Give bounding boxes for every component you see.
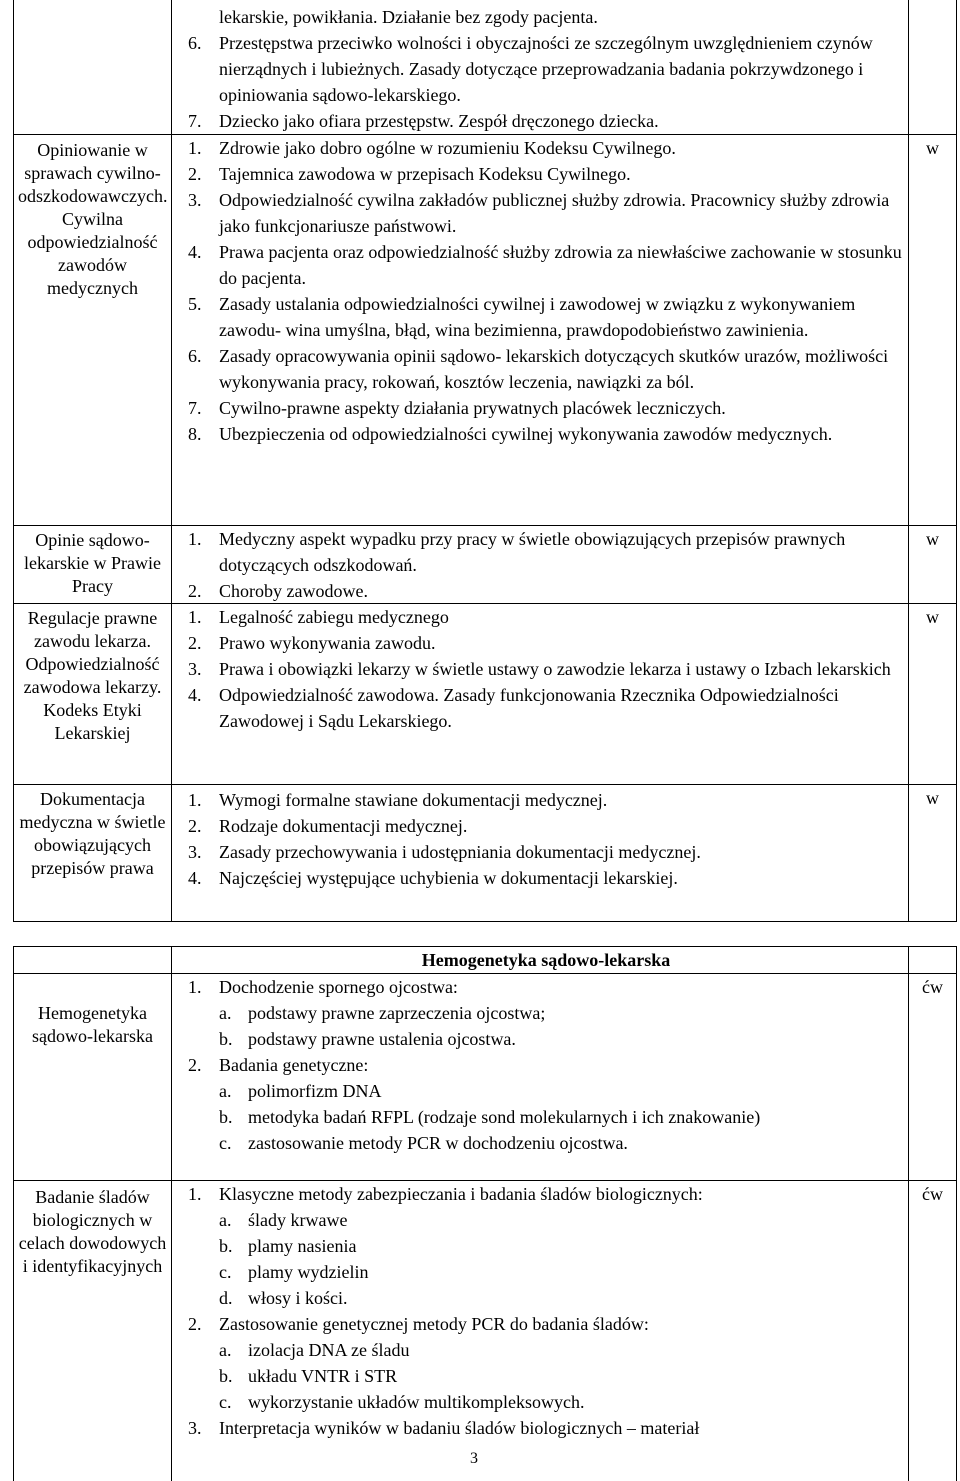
form-label: w — [909, 604, 957, 784]
content-cell — [172, 526, 909, 603]
list-item: 3. Prawa i obowiązki lekarzy w świetle ustawy o zawodzie lekarza i ustawy o Izbach lekarskich — [188, 659, 891, 679]
list-item: 7. Dziecko jako ofiara przestępstw. Zespół dręczonego dziecka. — [188, 111, 659, 131]
table-row — [13, 525, 957, 603]
list-item: 2. Badania genetyczne: — [188, 1055, 369, 1075]
topic-cell — [13, 0, 172, 134]
table-row — [13, 603, 957, 784]
list-item: 5. Zasady ustalania odpowiedzialności cywilnej i zawodowej w związku z wykonywaniem zawodu- wina umyślna, błąd, wina bezimienna, prawdopodobieństwo zawinienia. — [188, 294, 856, 340]
table-row — [13, 134, 957, 525]
sub-item: c. plamy wydzielin — [219, 1262, 369, 1282]
form-label: w — [909, 135, 957, 525]
form-label: w — [909, 526, 957, 603]
form-label: ćw — [909, 1181, 957, 1481]
sub-item: b. układu VNTR i STR — [219, 1366, 398, 1386]
list-item: 1. Medyczny aspekt wypadku przy pracy w świetle obowiązujących przepisów prawnych dotyczących odszkodowań. — [188, 529, 846, 575]
list-item: 2. Rodzaje dokumentacji medycznej. — [188, 816, 468, 836]
sub-item: a. ślady krwawe — [219, 1210, 348, 1230]
form-cell — [909, 0, 957, 134]
list-item: 2. Tajemnica zawodowa w przepisach Kodeksu Cywilnego. — [188, 164, 631, 184]
content-cell — [172, 974, 909, 1180]
sub-item: c. wykorzystanie układów multikompleksowych. — [219, 1392, 585, 1412]
sub-item: b. plamy nasienia — [219, 1236, 357, 1256]
list-item: lekarskie, powikłania. Działanie bez zgody pacjenta. — [219, 7, 598, 27]
list-item: 4. Prawa pacjenta oraz odpowiedzialność służby zdrowia za niewłaściwe zachowanie w stosunku do pacjenta. — [188, 242, 902, 288]
content-cell — [172, 0, 909, 134]
list-item: 7. Cywilno-prawne aspekty działania prywatnych placówek leczniczych. — [188, 398, 726, 418]
sub-item: a. polimorfizm DNA — [219, 1081, 382, 1101]
sub-item: b. metodyka badań RFPL (rodzaje sond molekularnych i ich znakowanie) — [219, 1107, 761, 1127]
curriculum-table-1 — [13, 0, 957, 922]
list-item: 8. Ubezpieczenia od odpowiedzialności cywilnej wykonywania zawodów medycznych. — [188, 424, 833, 444]
curriculum-table-2 — [13, 946, 957, 1481]
form-label: w — [909, 785, 957, 921]
topic-title: Opiniowanie w sprawach cywilno-odszkodowawczych. Cywilna odpowiedzialność zawodów medycznych — [13, 135, 172, 525]
list-item: 1. Wymogi formalne stawiane dokumentacji medycznej. — [188, 790, 608, 810]
list-item: 3. Interpretacja wyników w badaniu śladów biologicznych – materiał — [188, 1418, 700, 1438]
sub-item: d. włosy i kości. — [219, 1288, 348, 1308]
section-heading: Hemogenetyka sądowo-lekarska — [172, 947, 909, 973]
sub-item: a. podstawy prawne zaprzeczenia ojcostwa; — [219, 1003, 546, 1023]
list-item: 6. Zasady opracowywania opinii sądowo- lekarskich dotyczących skutków urazów, możliwości wykonywania pracy, rokowań, kosztów leczenia, nawiązki za ból. — [188, 346, 889, 392]
list-item: 3. Odpowiedzialność cywilna zakładów publicznej służby zdrowia. Pracownicy służby zdrowia jako funkcjonariusze państwowi. — [188, 190, 890, 236]
topic-title: Dokumentacja medyczna w świetle obowiązujących przepisów prawa — [13, 785, 172, 921]
table-row — [13, 784, 957, 922]
page-number: 3 — [470, 1450, 478, 1467]
content-cell — [172, 785, 909, 921]
form-label: ćw — [909, 974, 957, 1180]
topic-title: Regulacje prawne zawodu lekarza. Odpowiedzialność zawodowa lekarzy. Kodeks Etyki Lekarskiej — [13, 604, 172, 784]
sub-item: a. izolacja DNA ze śladu — [219, 1340, 410, 1360]
list-item: 4. Odpowiedzialność zawodowa. Zasady funkcjonowania Rzecznika Odpowiedzialności Zawodowej i Sądu Lekarskiego. — [188, 685, 839, 731]
list-item: 1. Klasyczne metody zabezpieczania i badania śladów biologicznych: — [188, 1184, 703, 1204]
list-item: 4. Najczęściej występujące uchybienia w dokumentacji lekarskiej. — [188, 868, 678, 888]
list-item: 3. Zasady przechowywania i udostępniania dokumentacji medycznej. — [188, 842, 701, 862]
list-item: 6. Przestępstwa przeciwko wolności i obyczajności ze szczególnym uwzględnieniem czynów nierządnych i lubieżnych. Zasady dotyczące przeprowadzania badania pokrzywdzonego i opiniowania sądowo-lekarskiego. — [188, 33, 873, 105]
sub-item: c. zastosowanie metody PCR w dochodzeniu ojcostwa. — [219, 1133, 628, 1153]
content-cell — [172, 604, 909, 784]
topic-title: Badanie śladów biologicznych w celach dowodowych i identyfikacyjnych — [13, 1181, 172, 1481]
content-cell — [172, 135, 909, 525]
content-cell — [172, 1181, 909, 1481]
table-header-row — [13, 946, 957, 973]
table-row — [13, 1180, 957, 1481]
list-item: 2. Choroby zawodowe. — [188, 581, 368, 601]
list-item: 1. Legalność zabiegu medycznego — [188, 607, 449, 627]
list-item: 2. Prawo wykonywania zawodu. — [188, 633, 436, 653]
topic-title: Hemogenetyka sądowo-lekarska — [13, 974, 172, 1180]
list-item: 2. Zastosowanie genetycznej metody PCR do badania śladów: — [188, 1314, 649, 1334]
topic-title: Opinie sądowo-lekarskie w Prawie Pracy — [13, 526, 172, 603]
table-row — [13, 0, 957, 134]
table-row — [13, 973, 957, 1180]
sub-item: b. podstawy prawne ustalenia ojcostwa. — [219, 1029, 516, 1049]
list-item: 1. Zdrowie jako dobro ogólne w rozumieniu Kodeksu Cywilnego. — [188, 138, 676, 158]
list-item: 1. Dochodzenie spornego ojcostwa: — [188, 977, 458, 997]
